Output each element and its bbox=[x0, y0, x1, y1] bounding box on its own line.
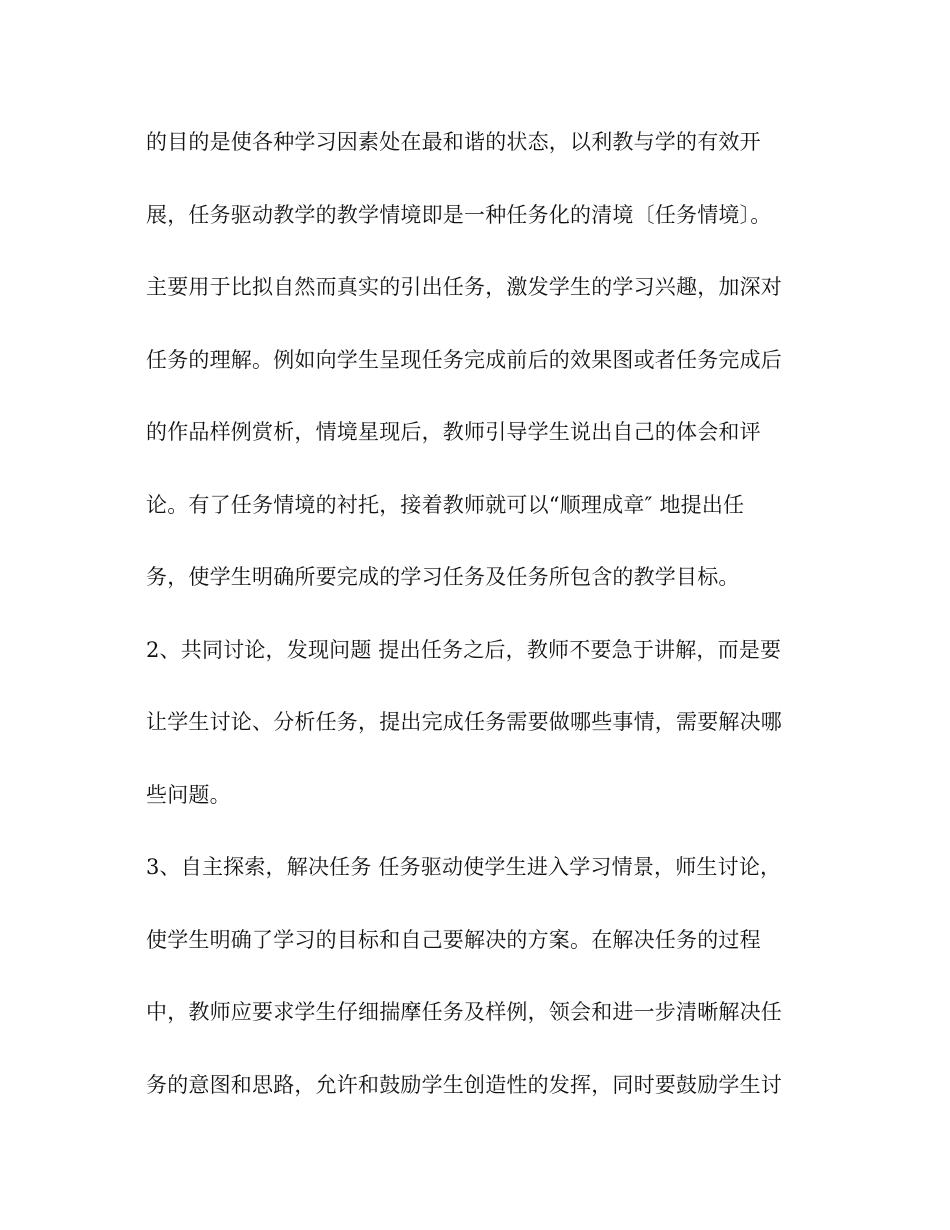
text-line-4: 任务的理解。例如向学生呈现任务完成前后的效果图或者任务完成后 bbox=[146, 347, 782, 372]
text-line-11: 3、自主探索，解决任务 任务驱动使学生进入学习情景，师生讨论， bbox=[146, 855, 782, 879]
text-line-8: 2、共同讨论，发现问题 提出任务之后，教师不要急于讲解，而是要 bbox=[146, 637, 782, 662]
text-line-13: 中，教师应要求学生仔细揣摩任务及样例，领会和进一步清晰解决任 bbox=[146, 1000, 782, 1024]
text-line-9: 让学生讨论、分析任务，提出完成任务需要做哪些事情，需要解决哪 bbox=[146, 710, 782, 734]
text-line-6: 论。有了任务情境的衬托，接着教师就可以“顺理成章″ 地提出任 bbox=[146, 492, 745, 517]
text-line-10: 些问题。 bbox=[146, 782, 231, 807]
text-line-2: 展，任务驱动教学的教学情境即是一种任务化的清境〔任务情境〕。 bbox=[146, 202, 772, 227]
text-line-3: 主要用于比拟自然而真实的引出任务，激发学生的学习兴趣，加深对 bbox=[146, 275, 782, 299]
document-body bbox=[146, 122, 806, 1137]
text-line-12: 使学生明确了学习的目标和自己要解决的方案。在解决任务的过程 bbox=[146, 927, 761, 952]
text-line-14: 务的意图和思路，允许和鼓励学生创造性的发挥，同时要鼓励学生讨 bbox=[146, 1072, 782, 1097]
text-line-1: 的目的是使各种学习因素处在最和谐的状态，以利教与学的有效开 bbox=[146, 130, 761, 154]
text-line-5: 的作品样例赏析，情境星现后，教师引导学生说出自己的体会和评 bbox=[146, 420, 761, 444]
text-line-7: 务，使学生明确所要完成的学习任务及任务所包含的教学目标。 bbox=[146, 565, 740, 589]
